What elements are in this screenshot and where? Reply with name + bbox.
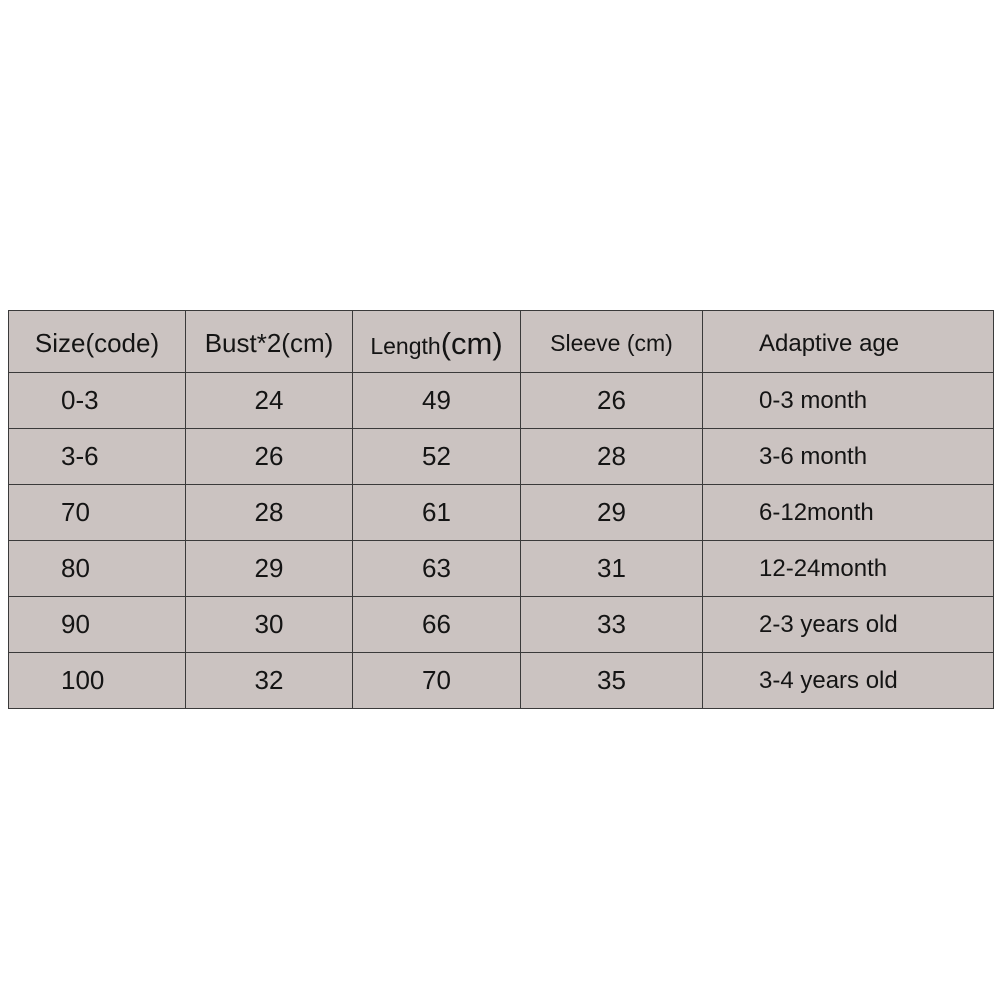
table-row [9, 653, 994, 709]
cell-sleeve: 35 [521, 653, 703, 709]
cell-size: 80 [9, 541, 186, 597]
header-adaptive-age: Adaptive age [703, 311, 994, 373]
cell-length: 49 [353, 373, 521, 429]
cell-size: 0-3 [9, 373, 186, 429]
header-sleeve: Sleeve (cm) [521, 311, 703, 373]
cell-size: 100 [9, 653, 186, 709]
header-row [9, 311, 994, 373]
cell-bust: 24 [186, 373, 353, 429]
cell-age: 3-6 month [703, 429, 994, 485]
cell-sleeve: 26 [521, 373, 703, 429]
cell-sleeve: 29 [521, 485, 703, 541]
cell-sleeve: 31 [521, 541, 703, 597]
header-size: Size(code) [9, 311, 186, 373]
table-row [9, 597, 994, 653]
cell-age: 6-12month [703, 485, 994, 541]
cell-bust: 26 [186, 429, 353, 485]
table-row [9, 485, 994, 541]
cell-bust: 28 [186, 485, 353, 541]
cell-bust: 29 [186, 541, 353, 597]
cell-length: 66 [353, 597, 521, 653]
header-length [353, 311, 521, 373]
cell-length: 61 [353, 485, 521, 541]
cell-size: 3-6 [9, 429, 186, 485]
header-length-label: Length [370, 332, 441, 359]
cell-length: 63 [353, 541, 521, 597]
header-length-unit: (cm) [440, 325, 503, 361]
table-row [9, 373, 994, 429]
cell-sleeve: 28 [521, 429, 703, 485]
cell-size: 70 [9, 485, 186, 541]
cell-age: 0-3 month [703, 373, 994, 429]
cell-age: 3-4 years old [703, 653, 994, 709]
cell-size: 90 [9, 597, 186, 653]
cell-age: 12-24month [703, 541, 994, 597]
cell-bust: 30 [186, 597, 353, 653]
table-row [9, 541, 994, 597]
cell-length: 70 [353, 653, 521, 709]
header-bust: Bust*2(cm) [186, 311, 353, 373]
size-chart-table [8, 310, 994, 709]
cell-age: 2-3 years old [703, 597, 994, 653]
cell-length: 52 [353, 429, 521, 485]
table-row [9, 429, 994, 485]
cell-sleeve: 33 [521, 597, 703, 653]
cell-bust: 32 [186, 653, 353, 709]
